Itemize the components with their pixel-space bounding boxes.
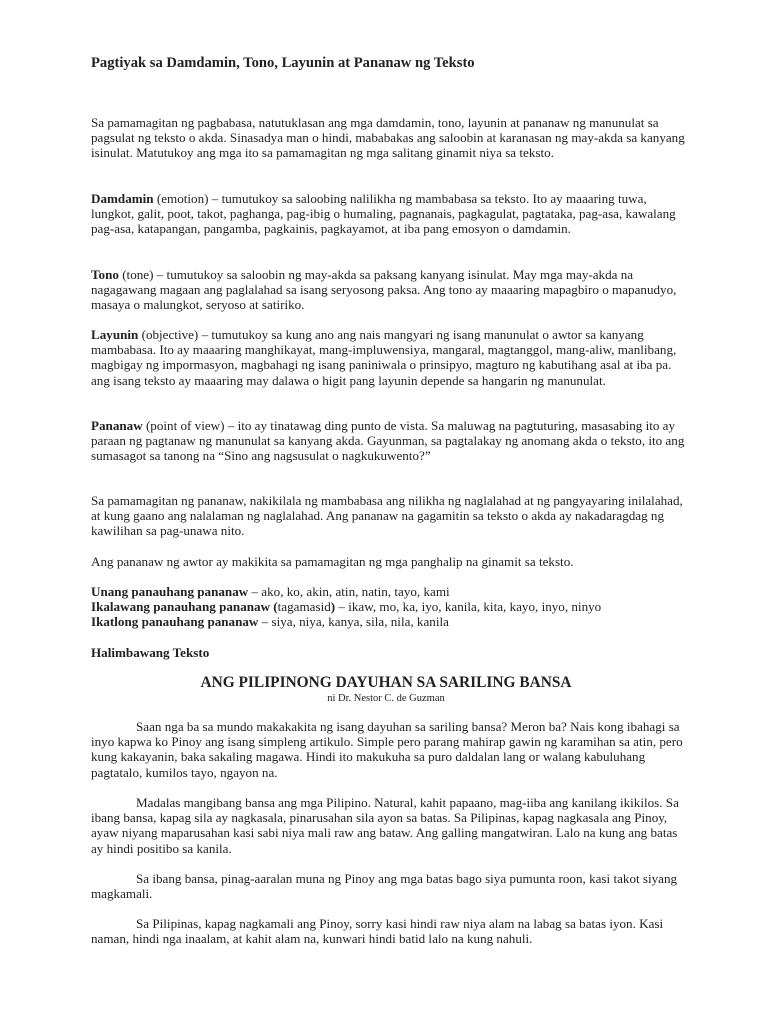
- definition-damdamin: [91, 191, 691, 237]
- definition-text-tono: (tone) – tumutukoy sa saloobin ng may-akda sa paksang kanyang isinulat. May mga may-akda na nagagawang magaan ang paglalahad sa isang seryosong paksa. Ang tono ay maaaring mapagbiro o mapanudyo, masaya o malungkot, seryoso at satiriko.: [91, 267, 677, 313]
- term-tono: Tono: [91, 267, 119, 282]
- definition-text-pananaw: (point of view) – ito ay tinatawag ding punto de vista. Sa maluwag na pagtuturing, masasabing ito ay paraan ng pagtanaw ng manunulat sa kanyang akda. Gayunman, sa pagtalakay ng anomang akda o teksto, ito ang sumasagot sa tanong na “Sino ang nagsusulat o nagkukuwento?”: [91, 418, 685, 464]
- pananaw-paragraph-1: Sa pamamagitan ng pananaw, nakikilala ng mambabasa ang nilikha ng naglalahad at ng pangyayaring inilalahad, at kung gaano ang nalalaman ng naglalahad. Ang pananaw na gagamitin sa teksto o akda ay nakadaragdag ng kawilihan sa pag-unawa nito.: [91, 493, 683, 539]
- story-paragraph-1: Saan nga ba sa mundo makakakita ng isang dayuhan sa sariling bansa? Meron ba? Nais kong ibahagi sa inyo kapwa ko Pinoy ang isang simpleng artikulo. Simple pero parang mahirap gawin ng karamihan sa atin, pero kung kakayanin, baka sakaling magawa. Hindi ito makukuha sa puro daldalan lang or walang kabuluhang pagtatalo, kumilos tayo, ngayon na.: [91, 719, 683, 780]
- halimbawa-heading-text: Halimbawang Teksto: [91, 645, 210, 660]
- panauhan-list: [91, 584, 691, 630]
- panauhan-text-ikatlo: – siya, niya, kanya, sila, nila, kanila: [258, 614, 449, 630]
- halimbawa-heading: [91, 645, 691, 660]
- definition-text-damdamin: (emotion) – tumutukoy sa saloobing nalilikha ng mambabasa sa teksto. Ito ay maaaring tuwa, lungkot, galit, poot, takot, paghanga, pag-ibig o humaling, pagnanais, pagkagulat, pagtataka, pag-asa, kawalang pag-asa, katapangan, pangamba, pagkainis, pagkayamot, at iba pang emosyon o damdamin.: [91, 191, 676, 237]
- panauhan-term-una: Unang panauhang pananaw: [91, 584, 249, 599]
- term-layunin: Layunin: [91, 327, 139, 342]
- panauhan-item-una: [91, 584, 691, 599]
- story-paragraph-3: Sa ibang bansa, pinag-aaralan muna ng Pinoy ang mga batas bago siya pumunta roon, kasi takot siyang magkamali.: [91, 871, 678, 902]
- pananaw-paragraph-2: Ang pananaw ng awtor ay makikita sa pamamagitan ng mga panghalip na ginamit sa teksto.: [91, 554, 574, 569]
- panauhan-term-ikalawa: Ikalawang panauhang pananaw (: [91, 599, 278, 615]
- panauhan-item-ikalawa: [91, 599, 691, 614]
- definition-text-layunin: (objective) – tumutukoy sa kung ano ang nais mangyari ng isang manunulat o awtor sa kanyang mambabasa. Ito ay maaaring manghikayat, mang-impluwensiya, mangaral, magtanggol, mang-aliw, manlibang, magbigay ng impormasyon, magbahagi ng isang paniniwala o prinsipyo, magturo ng kabutihang asal at iba pa. ang isang teksto ay maaaring may dalawa o higit pang layunin depende sa hangarin ng manunulat.: [91, 327, 677, 388]
- panauhan-item-ikatlo: [91, 614, 691, 629]
- definition-layunin: [91, 327, 691, 388]
- document-title: Pagtiyak sa Damdamin, Tono, Layunin at Pananaw ng Teksto: [91, 55, 475, 71]
- panauhan-text-ikalawa: – ikaw, mo, ka, iyo, kanila, kita, kayo, inyo, ninyo: [335, 599, 602, 615]
- story-title: ANG PILIPINONG DAYUHAN SA SARILING BANSA: [200, 674, 572, 691]
- term-pananaw: Pananaw: [91, 418, 143, 433]
- definition-pananaw: [91, 418, 691, 464]
- intro-paragraph: Sa pamamagitan ng pagbabasa, natutuklasan ang mga damdamin, tono, layunin at pananaw ng manunulat sa pagsulat ng teksto o akda. Sinasadya man o hindi, mababakas ang saloobin at karanasan ng may-akda sa kanyang isinulat. Matutukoy ang mga ito sa pamamagitan ng mga salitang ginamit niya sa teksto.: [91, 115, 685, 161]
- term-damdamin: Damdamin: [91, 191, 154, 206]
- panauhan-term2-ikalawa: ): [330, 599, 336, 615]
- story-paragraph-2: Madalas mangibang bansa ang mga Pilipino. Natural, kahit papaano, mag-iiba ang kanilang ikikilos. Sa ibang bansa, kapag sila ay nagkasala, pinarusahan sila ayon sa batas. Sa Pilipinas, kapag nagkasala ang Pinoy, ayaw niyang maparusahan kasi sabi niya mali raw ang bataw. Ang galling mangatwiran. Lalo na kung ang batas ay hindi positibo sa kanila.: [91, 795, 679, 856]
- panauhan-term-ikatlo: Ikatlong panauhang pananaw: [91, 614, 259, 630]
- story-author: ni Dr. Nestor C. de Guzman: [327, 693, 445, 704]
- panauhan-text-una: – ako, ko, akin, atin, natin, tayo, kami: [248, 584, 450, 599]
- story-paragraph-4: Sa Pilipinas, kapag nagkamali ang Pinoy, sorry kasi hindi raw niya alam na labag sa batas iyon. Kasi naman, hindi nga inaalam, at kahit alam na, kunwari hindi batid lalo na kung nahuli.: [91, 916, 664, 947]
- panauhan-mid-ikalawa: tagamasid: [277, 599, 331, 615]
- definition-tono: [91, 267, 691, 313]
